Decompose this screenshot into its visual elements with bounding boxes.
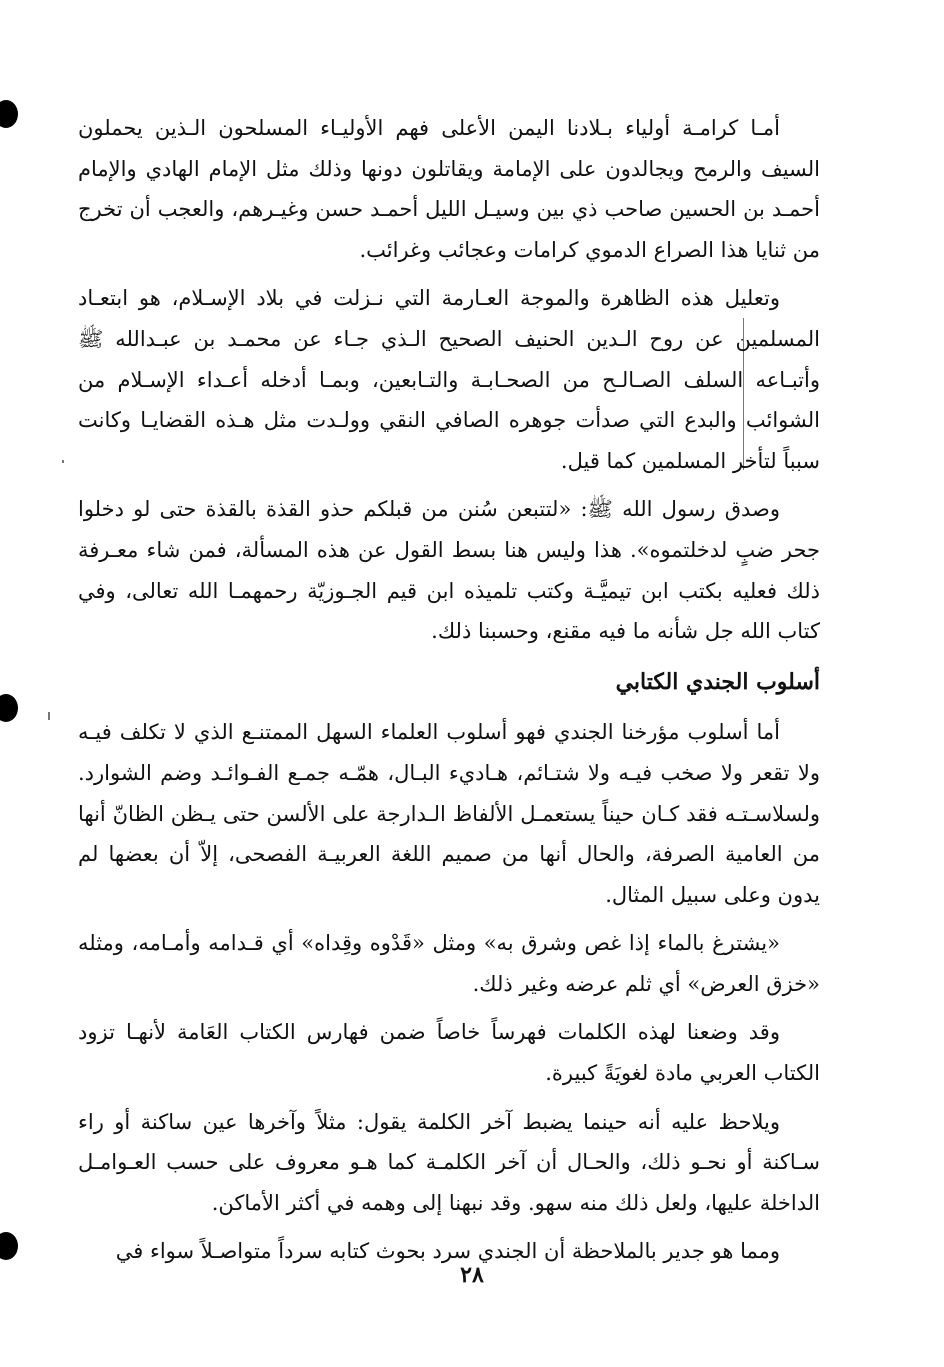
paragraph: ومما هو جدير بالملاحظة أن الجندي سرد بحوث كتابه سرداً متواصـلاً سواء في [115,1239,780,1264]
section-heading: أسلوب الجندي الكتابي [615,668,820,695]
punch-hole-bottom [0,1232,18,1260]
paragraph: وقد وضعنا لهذه الكلمات فهرساً خاصاً ضمن فهارس الكتاب العَامة لأنهـا تزود الكتاب العربي مادة لغويَةً كبيرة. [78,1020,820,1086]
body-text [78,108,820,1280]
scan-artifact-dot [62,460,64,463]
paragraph: وتعليل هذه الظاهرة والموجة العـارمة التي نـزلت في بلاد الإسـلام، هو ابتعـاد المسلمين عن روح الـدين الحنيف الصحيح الـذي جـاء عن محمـد بن عبـدالله ﷺ وأتبـاعه السلف الصـالـح من الصحـابـة والتـابعين، وبمـا أدخله أعـداء الإسـلام من الشوائب والبدع التي صدأت جوهره الصافي النقي وولـدت مثل هـذه القضايـا وكانت سبباً لتأخر المسلمين كما قيل. [78,286,820,473]
paragraph: وصدق رسول الله ﷺ: «لتتبعن سُنن من قبلكم حذو القذة بالقذة حتى لو دخلوا جحر ضبٍ لدخلتموه». هذا وليس هنا بسط القول عن هذه المسألة، فمن شاء معـرفة ذلك فعليه بكتب ابن تيميَّـة وكتب تلميذه ابن قيم الجـوزيّة رحمهمـا الله تعالى، وفي كتاب الله جل شأنه ما فيه مقنع، وحسبنا ذلك. [78,497,820,644]
paragraph: ويلاحظ عليه أنه حينما يضبط آخر الكلمة يقول: مثلاً وآخرها عين ساكنة أو راء سـاكنة أو نحـو ذلك، والحـال أن آخر الكلمـة كما هـو معروف على حسب العـوامـل الداخلة عليها، ولعل ذلك منه سهو. وقد نبهنا إلى وهمه في أكثر الأماكن. [78,1109,820,1215]
punch-hole-middle [0,694,18,722]
paragraph: «يشترغ بالماء إذا غص وشرق به» ومثل «قَدْوه وقِداه» أي قـدامه وأمـامه، ومثله «خزق العرض» أي ثلم عرضه وغير ذلك. [78,931,820,996]
paragraph: أما أسلوب مؤرخنا الجندي فهو أسلوب العلماء السهل الممتنـع الذي لا تكلف فيـه ولا تقعر ولا صخب فيـه ولا شتـائم، هـاديء البـال، همّـه جمـع الفـوائـد وضم الشوارد. ولسلاسـتـه فقد كـان حيناً يستعمـل الألفاظ الـدارجة على الألسن حتى يـظن الظانّ أنها من العامية الصرفة، والحال أنها من صميم اللغة العربيـة الفصحى، إلاّ أن بعضها لم يدون وعلى سبيل المثال. [78,720,820,907]
page-number: ٢٨ [460,1262,484,1288]
scan-artifact-dot [48,712,50,720]
paragraph: أمـا كرامـة أولياء بـلادنا اليمن الأعلى فهم الأوليـاء المسلحون الـذين يحملون السيف والرمح ويجالدون على الإمامة ويقاتلون دونها وذلك مثل الإمام الهادي والإمام أحمـد بن الحسين صاحب ذي بين وسيـل الليل أحمـد حسن وغيـرهم، والعجب أن تخرج من ثنايا هذا الصراع الدموي كرامات وعجائب وغرائب. [78,116,820,262]
punch-hole-top [0,100,18,128]
